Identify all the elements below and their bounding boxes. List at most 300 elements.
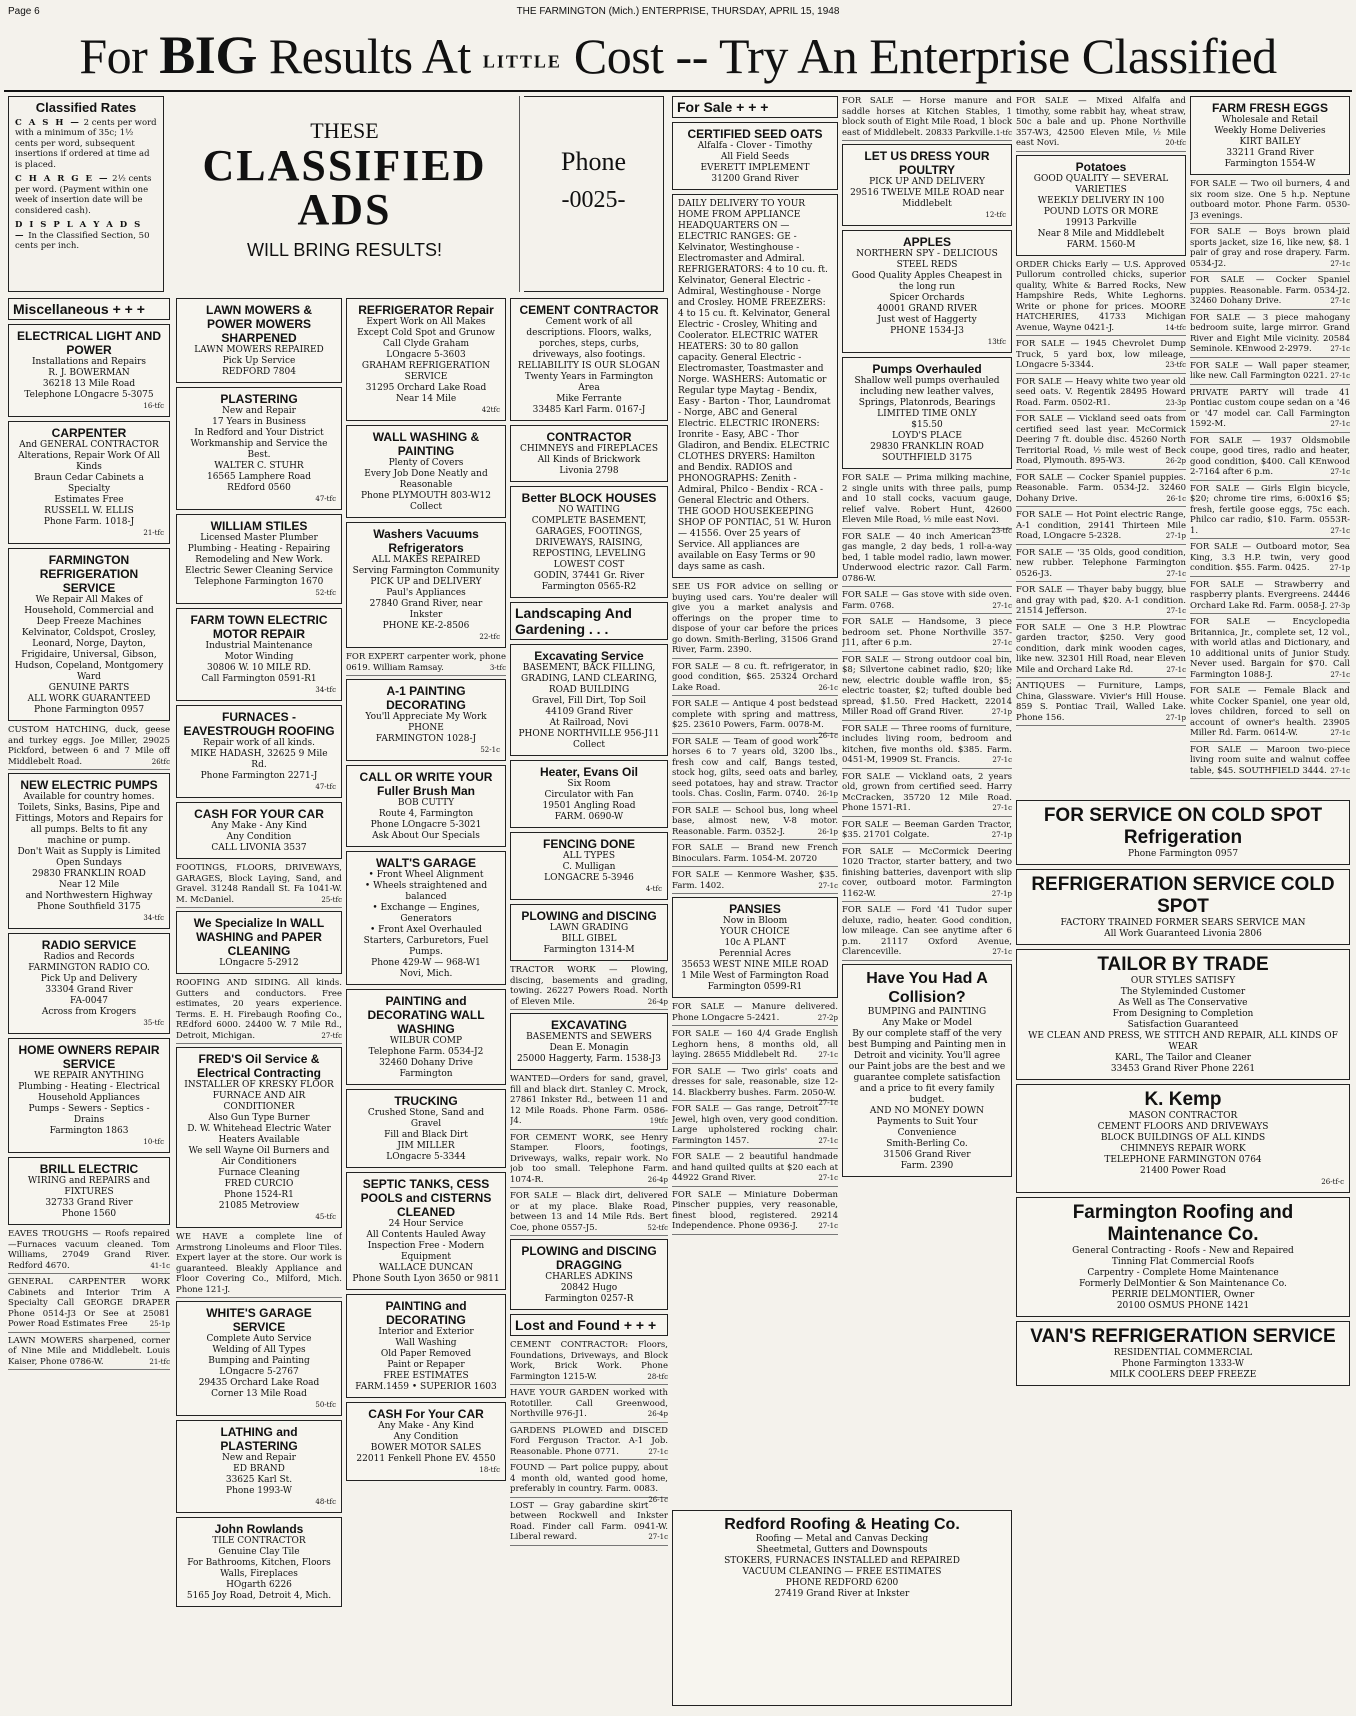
ad-line: ALL TYPES bbox=[562, 851, 616, 861]
roofing-lines bbox=[1022, 1246, 1344, 1312]
ad-line: And GENERAL CONTRACTOR bbox=[19, 440, 159, 450]
ad-line: 20842 Hugo bbox=[560, 1283, 618, 1293]
liner-tag: 27-1c bbox=[1330, 372, 1350, 380]
ad-line: All Kinds of Brickwork bbox=[537, 455, 641, 465]
display-ad bbox=[176, 1420, 342, 1513]
ad-line: Phone Farmington 1333-W bbox=[1122, 1359, 1244, 1369]
ad-line: FARMINGTON 1028-J bbox=[375, 734, 477, 744]
ad-title: LAWN MOWERS & POWER MOWERS SHARPENED bbox=[206, 303, 312, 345]
liner-text: FOR SALE — McCormick Deering 1020 Tractor, starter battery, and two finishing batteries, davenport with slip cover, outboard motor. Farmington 1162-W. bbox=[842, 846, 1012, 899]
redford-lines bbox=[678, 1534, 1006, 1600]
ad-line: 31200 Grand River bbox=[711, 174, 799, 184]
ad-line: 29435 Orchard Lake Road bbox=[198, 1378, 320, 1388]
ad-line: MIKE HADASH, 32625 9 Mile Rd. bbox=[190, 749, 328, 770]
ad-line: 19913 Parkville bbox=[1065, 217, 1137, 228]
ad-line: Except Cold Spot and Grunow bbox=[357, 328, 495, 338]
liner-tag: 27-1c bbox=[818, 1051, 838, 1059]
liner-text: FOR SALE — Boys brown plaid sports jacket, size 16, like new, $8. 1 pair of gray and rose drapery. Farm. 0534-J2. bbox=[1190, 227, 1350, 269]
liner-tag: 27-1p bbox=[991, 831, 1012, 839]
ad-title: LATHING and PLASTERING bbox=[220, 1425, 298, 1453]
ad-line: GOOD QUALITY — SEVERAL VARIETIES bbox=[1033, 173, 1169, 195]
ad-list bbox=[510, 1013, 668, 1070]
lost-found-heading: Lost and Found + + + bbox=[510, 1314, 668, 1336]
liner-list bbox=[1190, 179, 1350, 779]
display-ad bbox=[8, 933, 170, 1034]
ad-line: FARM. 0690-W bbox=[554, 812, 624, 822]
liner-tag: 27-1p bbox=[1165, 532, 1186, 540]
liner-tag: 21-tfc bbox=[149, 1357, 170, 1366]
ad-tag: 12-tfc bbox=[985, 211, 1006, 219]
ad-line: EVERETT IMPLEMENT bbox=[700, 163, 810, 173]
display-ad bbox=[176, 802, 342, 859]
liner-tag: 27-1c bbox=[1330, 297, 1350, 305]
classified-liner bbox=[8, 725, 170, 770]
liner-text: FOR SALE — Strawberry and raspberry plants. Evergreens. 24446 Orchard Lake Rd. Farm. 0058-J. bbox=[1190, 579, 1350, 611]
ad-line: LOYD'S PLACE bbox=[891, 431, 962, 441]
liner-text: FOR SALE — Girls Elgin bicycle, $20; chrome tire rims, 6:00x16 $5; fresh, fertile goose eggs, 75c each. Philco car radio, $10. Farm. 0553R-1. bbox=[1190, 483, 1350, 536]
ad-line: BOB CUTTY bbox=[397, 798, 455, 808]
liner-text: ORDER Chicks Early — U.S. Approved Pullorum controlled chicks, superior quality, White & Barred Rocks, New Hampshire Reds, White Leghorns. Write or phone for prices. MOORE HATCHERIES, 41733 Michigan Avenue, Wayne 0421-J. bbox=[1016, 259, 1186, 333]
liner-tag: 27-1c bbox=[1330, 670, 1350, 679]
ad-list bbox=[672, 122, 838, 190]
ad-line: NORTHERN SPY - DELICIOUS STEEL REDS bbox=[856, 249, 998, 270]
liner-tag: 27-1c bbox=[1166, 607, 1186, 615]
redford-ad bbox=[672, 1510, 1012, 1706]
liner-tag: 27-1c bbox=[992, 601, 1012, 610]
coldspot-title: FOR SERVICE ON COLD SPOT Refrigeration bbox=[1043, 805, 1323, 848]
ad-line: GRAHAM REFRIGERATION SERVICE bbox=[361, 361, 491, 382]
liner-tag: 19tfc bbox=[649, 1117, 668, 1125]
ad-tag: 45-tfc bbox=[315, 1213, 336, 1221]
classified-liner bbox=[510, 1340, 668, 1385]
ad-line: RESIDENTIAL COMMERCIAL bbox=[1113, 1348, 1253, 1358]
ad-title: PLOWING and DISCING bbox=[521, 909, 657, 923]
ad-tag: 35-tfc bbox=[143, 1019, 164, 1027]
liner-tag: 27-1c bbox=[818, 1174, 838, 1182]
banner-part: For bbox=[79, 28, 160, 84]
masthead: THE FARMINGTON (Mich.) ENTERPRISE, THURSDAY, APRIL 15, 1948 bbox=[516, 6, 840, 17]
ad-line: Phone 1524-R1 bbox=[224, 1190, 294, 1200]
liner-tag: 26-1c bbox=[648, 1495, 668, 1504]
collision-lines bbox=[848, 1007, 1006, 1172]
ad-line: Alterations, Repair Work Of All Kinds bbox=[18, 451, 160, 472]
ad-line: Circulator with Fan bbox=[544, 790, 634, 800]
liner-text: HAVE YOUR GARDEN worked with Rototiller. Call Greenwood, Northville 976-J1. bbox=[510, 1388, 668, 1419]
classified-liner bbox=[1016, 96, 1186, 152]
classified-liner bbox=[842, 772, 1012, 817]
liner-text: FOR SALE — Thayer baby buggy, blue and gray with pad, $20. A-1 condition. 21514 Jefferson. bbox=[1016, 585, 1186, 616]
display-ad bbox=[176, 1517, 342, 1607]
liner-tag: 27-1c bbox=[1330, 468, 1350, 476]
classified-liner bbox=[672, 582, 838, 659]
ad-line: Telephone Farm. 0534-J2 bbox=[368, 1047, 484, 1057]
liner-text: FOR SALE — Ford '41 Tudor super deluxe, radio, heater. Good condition, low mileage. Can see anytime after 6 p.m. 21117 Oxford Avenue, Clarenceville. bbox=[842, 905, 1012, 957]
ad-title: CASH FOR YOUR CAR bbox=[194, 807, 324, 821]
ad-line: 21085 Metroview bbox=[218, 1201, 300, 1211]
tailor-ad bbox=[1016, 949, 1350, 1080]
ad-line: Novi, Mich. bbox=[399, 969, 453, 979]
refrigeration-lines bbox=[1022, 918, 1344, 940]
ad-line: Just west of Haggerty bbox=[877, 315, 977, 325]
liner-text: WANTED—Orders for sand, gravel, fill and black dirt. Stanley C. Mrock, 27861 Inkster Rd., between 11 and 12 Mile Roads. Phone Farm. 0586-J4. bbox=[510, 1074, 668, 1126]
display-ad bbox=[346, 1402, 506, 1481]
liner-tag: 27-1c bbox=[1166, 569, 1186, 578]
ad-line: Phone 429-W — 968-W1 bbox=[371, 958, 481, 968]
ad-line: 17 Years in Business bbox=[212, 417, 306, 427]
liner-text: FOR SALE — School bus, long wheel base, almost new, V-8 motor. Reasonable. Farm. 0352-J. bbox=[672, 805, 838, 837]
classified-liner bbox=[1190, 484, 1350, 540]
classified-liner bbox=[672, 806, 838, 841]
ad-line: Bumping and Painting bbox=[208, 1356, 310, 1366]
liner-text: FOR SALE — Prima milking machine, 2 single units with three pails, pump and 10 stall cocks, vacuum gauge, relief valve. Robert Hunt, 42600 Eleven Mile Road, ½ mile east Novi. bbox=[842, 473, 1012, 525]
ad-line: LOngacre 5-2767 bbox=[219, 1367, 299, 1377]
ad-line: Crushed Stone, Sand and Gravel bbox=[367, 1108, 485, 1129]
ad-tag: 42tfc bbox=[481, 406, 500, 414]
display-ad bbox=[510, 1239, 668, 1310]
ad-tag: 50-tfc bbox=[315, 1401, 336, 1409]
ad-line: GODIN, 37441 Gr. River bbox=[533, 571, 645, 581]
display-ad bbox=[510, 1013, 668, 1070]
liner-text: FOR EXPERT carpenter work, phone 0619. William Ramsay. bbox=[346, 652, 506, 673]
classified-liner bbox=[842, 96, 1012, 141]
liner-text: FOR SALE — 1945 Chevrolet Dump Truck, 5 yard box, low mileage, LOngacre 5-3344. bbox=[1016, 339, 1186, 370]
liner-list bbox=[1016, 260, 1186, 727]
classified-liner bbox=[176, 863, 342, 908]
ad-line: Phone 1560 bbox=[61, 1209, 117, 1219]
ad-list bbox=[1016, 155, 1186, 256]
ad-title: APPLES bbox=[902, 235, 951, 249]
ad-line: Smith-Berling Co. bbox=[886, 1138, 968, 1149]
roofing-ad bbox=[1016, 1197, 1350, 1317]
ad-line: From Designing to Completion bbox=[1112, 1009, 1254, 1019]
ad-line: VACUUM CLEANING — FREE ESTIMATES bbox=[742, 1567, 942, 1577]
ad-line: Collect bbox=[572, 740, 606, 750]
ad-title: WILLIAM STILES bbox=[210, 519, 308, 533]
ad-line: REdford 0560 bbox=[227, 483, 291, 493]
liner-text: PRIVATE PARTY will trade 41 Pontiac custom coupe sedan on a '46 or '47 model car. Call Farmington 1592-M. bbox=[1190, 387, 1350, 429]
ad-line: Farmington 0257-R bbox=[544, 1294, 634, 1304]
ad-line: CHARLES ADKINS bbox=[545, 1272, 633, 1282]
ad-line: Plumbing - Heating - Repairing bbox=[187, 544, 331, 554]
coldspot-ad bbox=[1016, 800, 1350, 865]
kemp-ad bbox=[1016, 1084, 1350, 1193]
ad-line: Alfalfa - Clover - Timothy bbox=[697, 141, 813, 151]
ad-line: CHIMNEYS and FIREPLACES bbox=[519, 444, 658, 454]
ad-line: RELIABILITY IS OUR SLOGAN bbox=[517, 361, 661, 371]
classified-liner bbox=[510, 1463, 668, 1504]
ad-line: 22011 Fenkell Phone EV. 4550 bbox=[356, 1454, 496, 1464]
ad-line: • Wheels straightened and balanced bbox=[364, 881, 488, 902]
ad-title: PAINTING and DECORATING bbox=[385, 1299, 467, 1327]
ad-title: WALL WASHING & PAINTING bbox=[372, 430, 480, 458]
classified-liner bbox=[672, 737, 838, 803]
ad-line: LAWN GRADING bbox=[549, 923, 629, 933]
classified-liner bbox=[672, 1029, 838, 1064]
ad-line: Farmington 1863 bbox=[49, 1126, 129, 1136]
ad-line: KARL, The Tailor and Cleaner bbox=[1115, 1053, 1251, 1063]
liner-tag: 26-4p bbox=[647, 1175, 668, 1184]
collision-title: Have You Had A Collision? bbox=[866, 969, 988, 1006]
ad-line: 1 Mile West of Farmington Road bbox=[681, 971, 829, 981]
ad-line: Fill and Black Dirt bbox=[384, 1130, 468, 1140]
ad-list bbox=[842, 144, 1012, 469]
ad-line: We sell Wayne Oil Burners and Air Conditioners bbox=[188, 1146, 330, 1167]
liner-tag: 27-1c bbox=[1330, 766, 1350, 775]
ad-line: 29516 TWELVE MILE ROAD near Middlebelt bbox=[850, 188, 1004, 209]
classified-liner bbox=[8, 1277, 170, 1333]
liner-text: LAWN MOWERS sharpened, corner of Nine Mile and Middlebelt. Louis Kaiser, Phone 0786-W. bbox=[8, 1335, 170, 1367]
ad-line: Available for country homes. Toilets, Sinks, Basins, Pipe and Fittings, Motors and Repairs for all pumps. Belts to fit any machine or pump. bbox=[15, 792, 163, 846]
ad-line: Complete Auto Service bbox=[206, 1334, 312, 1344]
ad-line: Electric Sewer Cleaning Service bbox=[185, 566, 333, 576]
ad-line: Wholesale and Retail bbox=[1221, 115, 1319, 125]
display-ad bbox=[842, 144, 1012, 226]
ad-line: PHONE bbox=[408, 723, 444, 733]
ad-line: 33211 Grand River bbox=[1226, 148, 1314, 158]
ad-line: At Railroad, Novi bbox=[549, 718, 629, 728]
banner-big: BIG bbox=[159, 25, 257, 85]
classified-liner bbox=[1016, 548, 1186, 583]
rates-charge-text: 2½ cents per word. (Payment within one week of insertion date will be considered cash). bbox=[15, 174, 152, 216]
liner-text: CUSTOM HATCHING, duck, geese and turkey eggs. Joe Miller, 29025 Pickford, between 6 and 7 Mile off Middlebelt Road. bbox=[8, 725, 170, 767]
column-2 bbox=[176, 298, 342, 1712]
ad-title: NEW ELECTRIC PUMPS bbox=[20, 778, 158, 792]
vans-title: VAN'S REFRIGERATION SERVICE bbox=[1030, 1326, 1336, 1347]
ad-line: Carpentry - Complete Home Maintenance bbox=[1087, 1268, 1279, 1278]
liner-tag: 26tfc bbox=[151, 757, 170, 766]
ad-tag: 10-tfc bbox=[143, 1138, 164, 1146]
display-ad bbox=[1016, 155, 1186, 256]
classified-liner bbox=[1190, 227, 1350, 272]
liner-tag: 23-tfc bbox=[991, 526, 1012, 535]
classified-liner bbox=[1016, 510, 1186, 545]
display-ad bbox=[176, 298, 342, 383]
ad-line: Telephone LOngacre 5-3075 bbox=[24, 390, 154, 400]
ad-line: Phone Farm. 1018-J bbox=[43, 517, 135, 527]
ad-line: BUMPING and PAINTING bbox=[867, 1006, 987, 1017]
column-4 bbox=[510, 298, 668, 1712]
ad-line: PHONE KE-2-8506 bbox=[382, 621, 470, 631]
liner-tag: 27-1c bbox=[992, 804, 1012, 812]
display-ad bbox=[842, 230, 1012, 353]
ad-tag: 4-tfc bbox=[645, 885, 662, 893]
phone-label: Phone bbox=[561, 147, 626, 176]
ad-title: A-1 PAINTING DECORATING bbox=[386, 684, 466, 712]
ad-line: Installations and Repairs bbox=[31, 357, 147, 367]
liner-text: FOR CEMENT WORK, see Henry Stamper. Floors, footings, Driveways, walks, repair work. No job too small. Telephone Farm. 1074-R. bbox=[510, 1132, 668, 1185]
kemp-title: K. Kemp bbox=[1144, 1089, 1222, 1110]
liner-text: FOUND — Part police puppy, about 4 month old, wanted good home, preferably in country. Farm. 0083. bbox=[510, 1463, 668, 1494]
ad-title: PANSIES bbox=[729, 902, 781, 916]
rates-display bbox=[15, 220, 157, 252]
appliance-ad bbox=[672, 194, 838, 578]
ad-line: CEMENT FLOORS AND DRIVEWAYS bbox=[1097, 1122, 1269, 1132]
liner-text: FOR SALE — Antique 4 post bedstead complete with spring and mattress, $25. 23610 Powers, Farm. 0078-M. bbox=[672, 699, 838, 730]
column-6 bbox=[842, 96, 1012, 1506]
ad-line: NO WAITING bbox=[558, 505, 620, 515]
liner-text: FOR SALE — Female Black and white Cocker Spaniel, one year old, loves children, forced to sell on account of owner's health. 23905 Miller Rd. Farm. 0614-W. bbox=[1190, 686, 1350, 738]
ad-line: Six Room bbox=[567, 779, 611, 789]
ad-line: Mike Ferrante bbox=[556, 394, 622, 404]
liner-text: FOR SALE — 8 cu. ft. refrigerator, in good condition, $65. 25324 Orchard Lake Road. bbox=[672, 661, 838, 693]
ad-line: PICK UP AND DELIVERY bbox=[869, 177, 985, 187]
classified-liner bbox=[842, 590, 1012, 614]
liner-text: FOR SALE — Black dirt, delivered or at my place. Blake Road, between 13 and 14 Mile Rds. Bert Coe, phone 0557-J5. bbox=[510, 1191, 668, 1233]
classified-liner bbox=[176, 1232, 342, 1298]
ad-title: LET US DRESS YOUR POULTRY bbox=[864, 149, 990, 177]
ad-line: WALTER C. STUHR bbox=[214, 461, 304, 471]
liner-text: FOR SALE — Cocker Spaniel puppies. Reasonable. Farm. 0534-J2. 32460 Dohany Drive. bbox=[1016, 472, 1186, 504]
liner-text: FOR SALE — Hot Point electric Range, A-1 condition, 29141 Thirteen Mile Road, LOngacre 5-2328. bbox=[1016, 510, 1186, 541]
classified-liner bbox=[1016, 473, 1186, 508]
classified-liner bbox=[1190, 686, 1350, 742]
liner-text: WE HAVE a complete line of Armstrong Linoleums and Floor Tiles. Expert layer at the store. Our work is guaranteed. Bleakly Appliance and Floor Covering Co., Milford, Mich. Phone 121-J. bbox=[176, 1232, 342, 1295]
ad-line: Any Make - Any Kind bbox=[211, 821, 307, 831]
ad-title: FURNACES - EAVESTROUGH ROOFING bbox=[183, 710, 335, 738]
ad-line: Farmington 0599-R1 bbox=[707, 982, 803, 992]
liner-tag: 27-1c bbox=[1330, 259, 1350, 268]
display-ad bbox=[176, 387, 342, 510]
ad-line: 32733 Grand River bbox=[45, 1198, 133, 1208]
ad-line: PERRIE DELMONTIER, Owner bbox=[1111, 1290, 1255, 1300]
ad-line: Every Job Done Neatly and Reasonable bbox=[364, 469, 488, 490]
ad-line: Welding of All Types bbox=[212, 1345, 306, 1355]
display-ad bbox=[8, 773, 170, 929]
ad-title: FARM TOWN ELECTRIC MOTOR REPAIR bbox=[190, 613, 328, 641]
column-8 bbox=[1190, 96, 1350, 796]
liner-text: FOR SALE — Gas stove with side oven. Farm. 0768. bbox=[842, 590, 1012, 611]
classified-liner bbox=[1016, 681, 1186, 726]
liner-text: FOR SALE — 160 4/4 Grade English Leghorn hens, 8 months old, all laying. 28655 Middlebelt Rd. bbox=[672, 1029, 838, 1060]
liner-tag: 26-1c bbox=[818, 683, 838, 692]
ad-list bbox=[346, 679, 506, 1481]
ad-title: WHITE'S GARAGE SERVICE bbox=[206, 1306, 312, 1334]
liner-text: GENERAL CARPENTER WORK Cabinets and Interior Trim A Specialty Call GEORGE DRAPER Phone 0514-J3 Or See at 25081 Power Road Estimates Free bbox=[8, 1277, 170, 1329]
ad-line: 33485 Karl Farm. 0167-J bbox=[532, 405, 646, 415]
liner-text: FOR SALE — Maroon two-piece living room suite and walnut coffee table, $45. SOUTHFIELD 3444. bbox=[1190, 744, 1350, 776]
ad-line: Motor Winding bbox=[224, 652, 294, 662]
ad-line: WE REPAIR ANYTHING bbox=[34, 1071, 144, 1081]
ad-line: 29830 FRANKLIN ROAD bbox=[870, 442, 984, 452]
display-ad bbox=[8, 548, 170, 721]
liner-text: FOR SALE — Strong outdoor coal bin, $8; Silvertone cabinet radio, $20; like new, electric double waffle iron, $5; electric toaster, $2; tufted double bed spread, $1.50. Fred Hackett, 22014 Miller Road off Grand River. bbox=[842, 654, 1012, 717]
ad-line: 33304 Grand River bbox=[45, 985, 133, 995]
liner-tag: 27-1c bbox=[1330, 526, 1350, 535]
classified-liner bbox=[842, 847, 1012, 903]
ad-line: ED BRAND bbox=[233, 1464, 285, 1474]
ad-tag: 18-tfc bbox=[479, 1466, 500, 1474]
rates-cash-label: C A S H — bbox=[15, 117, 81, 128]
ad-line: Call Farmington 0591-R1 bbox=[201, 674, 317, 684]
ad-line: Estimates Free bbox=[54, 495, 124, 505]
promo-box bbox=[170, 96, 520, 292]
ad-line: Pick Up and Delivery bbox=[40, 974, 138, 984]
ad-line: • Front Axel Overhauled Starters, Carburetors, Fuel Pumps. bbox=[363, 925, 489, 957]
ad-line: Inspection Free - Modern Equipment bbox=[367, 1241, 485, 1262]
display-ad bbox=[176, 705, 342, 798]
liner-text: FOR SALE — Kenmore Washer, $35. Farm. 1402. bbox=[672, 870, 838, 891]
classified-liner bbox=[1016, 414, 1186, 470]
ad-line: 31295 Orchard Lake Road bbox=[365, 383, 487, 393]
classified-liner bbox=[672, 1066, 838, 1107]
ad-line: By our complete staff of the very best Bumping and Painting men in Detroit and vicinity. You'll agree our Paint jobs are the best and we guarantee complete satisfaction and a price to fit every family budget. bbox=[848, 1028, 1006, 1105]
display-ad bbox=[346, 425, 506, 518]
ad-line: Also Gun Type Burner bbox=[208, 1113, 310, 1123]
liner-list bbox=[510, 1340, 668, 1546]
ad-line: Farmington 1314-M bbox=[543, 945, 635, 955]
classified-liner bbox=[1190, 179, 1350, 224]
liner-tag: 27-1c bbox=[1330, 729, 1350, 737]
phone-number: -0025- bbox=[561, 187, 626, 213]
classified-liner bbox=[842, 532, 1012, 588]
ad-tag: 34-tfc bbox=[315, 686, 336, 694]
ad-line: FA-0047 bbox=[70, 996, 108, 1006]
ad-line: Farmington bbox=[399, 1069, 453, 1079]
classified-liner bbox=[842, 655, 1012, 721]
liner-text: FOR SALE — Horse manure and saddle horses at Kitchen Stables, 1 block south of Eight Mile Road, 1 block east of Middlebelt. 20833 Parkville. bbox=[842, 96, 1012, 138]
tailor-title: TAILOR BY TRADE bbox=[1097, 954, 1269, 975]
liner-text: FOR SALE — Three rooms of furniture, includes living room, bedroom and kitchen, five months old. $385. Farm. 0451-M, 19909 St. Francis. bbox=[842, 723, 1012, 765]
ad-line: Farmington 1554-W bbox=[1224, 159, 1316, 169]
ad-line: R. J. BOWERMAN bbox=[48, 368, 130, 378]
ad-line: TILE CONTRACTOR bbox=[212, 1536, 306, 1546]
liner-tag: 26-1c bbox=[1166, 494, 1186, 503]
ad-line: FRED CURCIO bbox=[224, 1179, 294, 1189]
promo-will: WILL BRING RESULTS! bbox=[246, 240, 443, 260]
ad-line: FACTORY TRAINED FORMER SEARS SERVICE MAN bbox=[1060, 918, 1306, 928]
display-ad bbox=[176, 1047, 342, 1228]
ad-list bbox=[176, 1047, 342, 1228]
ad-list bbox=[176, 298, 342, 859]
liner-tag: 27-1c bbox=[818, 1136, 838, 1145]
liner-tag: 28-tfc bbox=[647, 1372, 668, 1381]
appliance-text: DAILY DELIVERY TO YOUR HOME FROM APPLIANCE HEADQUARTERS ON — ELECTRIC RANGES: GE - Kelvinator, Westinghouse - Electromaster and Admiral. REFRIGERATORS: 4 to 10 cu. ft. Kelvinator, General Electric - Admiral, Westinghouse - Norge and Crosley. HOME FREEZERS: 4 to 15 cu. ft. Kelvinator, General Electric - Crosley, Whiting and Coolerator. ELECTRIC WATER HEATERS: 30 to 80 gallon capacity. General Electric - Electromaster, Toastmaster and Norge. WASHERS: Automatic or Regular type Maytag - Bendix, Easy - Barton - Thor, Laundromat - Norge, ABC and General Electric. ELECTRIC IRONERS: Ironrite - Easy, ABC - Thor Gladiron, and Bendix. ELECTRIC CLOTHES DRYERS: Hamilton and Bendix. RADIOS and PHONOGRAPHS: Zenith - Admiral, Philco - Bendix - RCA - General Electric and Others. THE GOOD HOUSEKEEPING SHOP OF PONTIAC, 51 W. Huron — 41556. Over 25 years of Service. All appliances are available on Easy Terms or 90 days same as cash. bbox=[678, 199, 832, 572]
ad-line: Spicer Orchards bbox=[889, 293, 965, 303]
classified-liner bbox=[510, 1388, 668, 1423]
ad-title: FRED'S Oil Service & Electrical Contracting bbox=[196, 1052, 322, 1080]
ad-line: ALL MAKES REPAIRED bbox=[371, 555, 481, 565]
ad-line: Phone Farmington 0957 bbox=[33, 705, 145, 715]
liner-tag: 26-1p bbox=[817, 827, 838, 836]
liner-tag: 27-1c bbox=[818, 1222, 838, 1230]
display-ad bbox=[842, 357, 1012, 469]
ad-line: Cement work of all descriptions. Floors, walks, porches, steps, curbs, driveways, also footings. bbox=[526, 317, 652, 360]
ad-line: Weekly Home Deliveries bbox=[1214, 126, 1326, 136]
ad-line: Workmanship and Service the Best. bbox=[190, 439, 328, 460]
display-ad bbox=[510, 486, 668, 598]
liner-list bbox=[672, 582, 838, 894]
ad-line: LOngacre 5-2912 bbox=[219, 958, 299, 968]
ad-tag: 16-tfc bbox=[143, 402, 164, 410]
ad-line: 24 Hour Service bbox=[388, 1219, 464, 1229]
banner-part: Results At bbox=[256, 28, 483, 84]
ad-line: Corner 13 Mile Road bbox=[211, 1389, 307, 1399]
ad-line: Shallow well pumps overhauled including new leather valves, Springs, Platonrods, Bearings bbox=[854, 376, 1000, 408]
classified-liner bbox=[672, 870, 838, 894]
classified-liner bbox=[8, 1229, 170, 1274]
ad-tag: 48-tfc bbox=[315, 1498, 336, 1506]
column-7 bbox=[1016, 96, 1186, 796]
ad-line: WALLACE DUNCAN bbox=[378, 1263, 473, 1273]
ad-line: Farmington 0565-R2 bbox=[541, 582, 637, 592]
liner-text: FOR SALE — One 3 H.P. Plowtrac garden tractor, $250. Very good condition, dark mink wooden cages, like new. 32301 Hill Road, near Eleven Mile and Orchard Lake Rd. bbox=[1016, 622, 1186, 675]
liner-text: FOR SALE — Two girls' coats and dresses for sale, reasonable, size 12-14. Blackberry bushes. Farm. 2050-W. bbox=[672, 1066, 838, 1098]
ad-line: PICK UP and DELIVERY bbox=[370, 577, 482, 587]
liner-tag: 27-1c bbox=[992, 948, 1012, 956]
liner-text: ANTIQUES — Furniture, Lamps, China, Glassware. Vivier's Hill House. 859 S. Pontiac Trail, Walled Lake. Phone 156. bbox=[1016, 681, 1186, 723]
ad-list bbox=[510, 298, 668, 598]
ad-line: Repair work of all kinds. bbox=[203, 738, 315, 748]
